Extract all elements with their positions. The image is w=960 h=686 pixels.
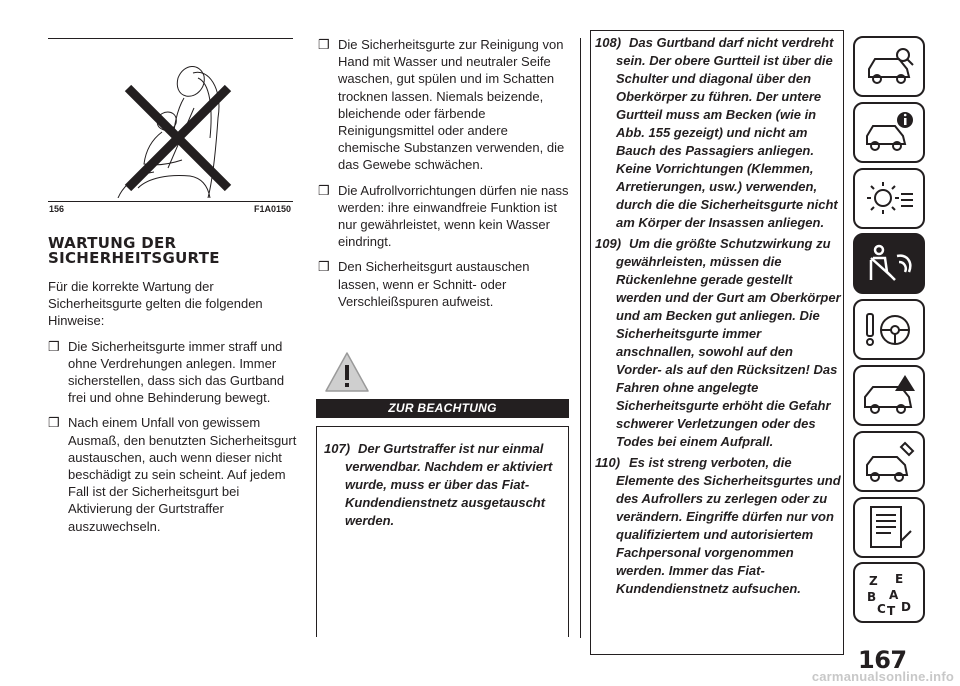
svg-text:D: D: [901, 599, 911, 614]
checkbox-bullet-icon: ❒: [48, 338, 60, 354]
car-overview-icon: [861, 43, 917, 91]
car-info-icon: [861, 108, 917, 156]
tab-index[interactable]: [853, 562, 925, 623]
middle-column: [318, 36, 573, 310]
list-item-text: Den Sicherheitsgurt austauschen lassen, wenn er Schnitt- oder Verschleißspuren aufweist.: [338, 259, 530, 309]
list-item-text: Die Aufrollvorrichtungen dürfen nie nass werden: ihre einwandfreie Funktion ist nur gewährleistet, wenn kein Wasser eindringt.: [338, 182, 569, 250]
svg-text:Z: Z: [869, 573, 878, 588]
warning-item-text: Um die größte Schutzwirkung zu gewährleisten, müssen die Rückenlehne gerade gestellt werden und der Gurt am Oberkörper und am Becken gut anliegen. Die Sicherheitsgurte immer anschnallen, sowohl auf den Vorder- als auf den Rücksitzen! Das Fahren ohne angelegte Sicherheitsgurte erhöht die Gefahr schwerer Verletzungen oder des Todes bei einem Aufprall.: [616, 236, 841, 449]
warning-item-number: 107): [324, 441, 351, 456]
warning-triangle-icon: [323, 350, 371, 394]
warning-item: [595, 235, 841, 451]
svg-text:B: B: [867, 589, 877, 604]
warning-item-text: Der Gurtstraffer ist nur einmal verwendbar. Nachdem er aktiviert wurde, muss er über das Fiat-Kundendienstnetz ausgetauscht werden.: [345, 441, 553, 528]
column-divider: [580, 38, 581, 638]
checkbox-bullet-icon: ❒: [48, 415, 60, 431]
right-column: [595, 34, 841, 601]
figure-bottom-rule: [48, 201, 293, 202]
list-item: [318, 182, 573, 251]
list-item: [318, 36, 573, 174]
left-column: [48, 236, 298, 535]
warning-item: [595, 34, 841, 232]
tab-starting-driving[interactable]: [853, 299, 925, 360]
checkbox-bullet-icon: ❒: [318, 182, 330, 198]
figure-number: 156: [49, 204, 65, 214]
warning-lights-icon: [861, 174, 917, 222]
warning-item: [595, 454, 841, 598]
svg-text:C: C: [877, 601, 886, 616]
warning-item: [324, 440, 564, 530]
emergency-icon: [861, 371, 917, 419]
heading-line-2: SICHERHEITSGURTE: [48, 249, 220, 267]
tab-emergency[interactable]: [853, 365, 925, 426]
checkbox-bullet-icon: ❒: [318, 259, 330, 275]
tab-seatbelt-airbag[interactable]: [853, 233, 925, 294]
tab-car-maintenance[interactable]: [853, 431, 925, 492]
section-heading: [48, 236, 298, 266]
list-item: [48, 414, 298, 534]
warning-item-number: 110): [595, 455, 621, 470]
checkbox-bullet-icon: ❒: [318, 37, 330, 52]
list-item: [318, 258, 573, 310]
watermark: carmanualsonline.info: [811, 669, 954, 684]
svg-text:E: E: [895, 571, 904, 586]
warning-content: [324, 440, 564, 530]
seatbelt-airbag-icon: [861, 240, 917, 288]
heading-line-1: WARTUNG DER: [48, 234, 177, 252]
chapter-tabs: [853, 36, 925, 628]
figure-156: [48, 38, 293, 218]
starting-driving-icon: [861, 306, 917, 354]
svg-text:A: A: [889, 587, 899, 602]
tab-warning-lights[interactable]: [853, 168, 925, 229]
list-item-text: Die Sicherheitsgurte immer straff und ohne Verdrehungen anlegen. Immer sicherstellen, dass sich das Gurtband frei und ohne Behinderung bewegt.: [68, 338, 285, 406]
technical-data-icon: [861, 503, 917, 551]
figure-code: F1A0150: [253, 204, 291, 214]
tab-technical-data[interactable]: [853, 497, 925, 558]
tab-car-info[interactable]: [853, 102, 925, 163]
index-icon: [861, 569, 917, 617]
list-item-text: Nach einem Unfall von gewissem Ausmaß, den benutzten Sicherheitsgurt austauschen, auch wenn dieser nicht beschädigt zu sein scheint. Auf jedem Fall ist der Sicherheitsgurt bei Aktivierung der Gurtstraffer auszuwechseln.: [68, 415, 297, 534]
warning-item-text: Es ist streng verboten, die Elemente des Sicherheitsgurtes und des Aufrollers zu zerlegen oder zu verändern. Eingriffe dürfen nur von qualifiziertem und autorisiertem Fachpersonal vorgenommen werden. Immer das Fiat-Kundendienstnetz aufsuchen.: [616, 455, 841, 596]
list-item: [48, 338, 298, 407]
list-item-text: Die Sicherheitsgurte zur Reinigung von Hand mit Wasser und neutraler Seife waschen, gut spülen und im Schatten trocknen lassen. Niemals beizende, bleichende oder färbende Reinigungsmittel oder andere chemische Substanzen verwenden, die das Gewebe schwächen.: [338, 37, 565, 173]
intro-paragraph: Für die korrekte Wartung der Sicherheitsgurte gelten die folgenden Hinweise:: [48, 279, 263, 329]
warning-item-number: 108): [595, 35, 622, 50]
warning-item-text: Das Gurtband darf nicht verdreht sein. Der obere Gurtteil ist über die Schulter und diagonal über den Oberkörper zu führen. Der untere Gurtteil muss am Becken (wie in Abb. 155 gezeigt) und nicht am Bauch des Passagiers anliegen. Keine Vorrichtungen (Klemmen, Arretierungen, usw.) verwenden, durch die die Sicherheitsgurte nicht am Körper der Insassen anliegen.: [616, 35, 838, 230]
tab-car-overview[interactable]: [853, 36, 925, 97]
child-in-seat-illustration: [98, 48, 248, 198]
svg-text:T: T: [887, 603, 896, 617]
figure-top-rule: [48, 38, 293, 39]
warning-title-bar: ZUR BEACHTUNG: [316, 399, 569, 418]
car-maintenance-icon: [861, 437, 917, 485]
warning-item-number: 109): [595, 236, 622, 251]
page-number: 167: [858, 646, 907, 674]
